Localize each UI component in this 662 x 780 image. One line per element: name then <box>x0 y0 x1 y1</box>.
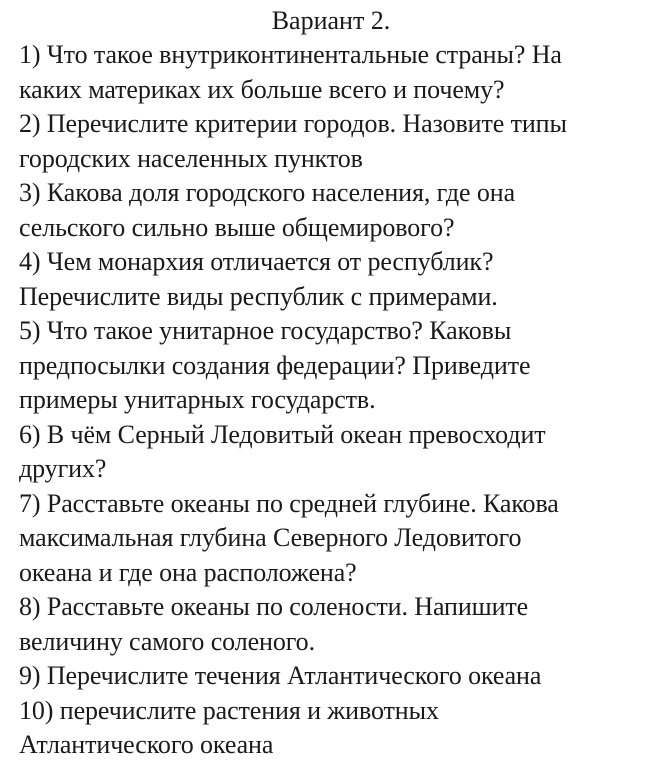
text-line: Перечислите виды республик с примерами. <box>19 281 498 311</box>
text-line: 9) Перечислите течения Атлантического океана <box>19 661 542 690</box>
text-line: 3) Какова доля городского населения, где она <box>19 178 516 207</box>
text-line: предпосылки создания федерации? Приведите <box>19 350 531 380</box>
text-line: Атлантического океана <box>19 730 274 759</box>
text-line: 10) перечислите растения и животных <box>19 695 439 725</box>
text-line: 4) Чем монархия отличается от республик? <box>19 247 494 276</box>
text-line: 5) Что такое унитарное государство? Каковы <box>19 316 512 345</box>
text-line: городских населенных пунктов <box>19 143 363 173</box>
text-line: 8) Расставьте океаны по солености. Напишите <box>19 592 529 621</box>
text-line: 6) В чём Серный Ледовитый океан превосходит <box>19 419 546 449</box>
text-line: сельского сильно выше общемирового? <box>19 212 455 242</box>
questions-text <box>19 38 659 763</box>
text-line: максимальная глубина Северного Ледовитого <box>19 523 522 552</box>
text-line: 7) Расставьте океаны по средней глубине. Какова <box>19 488 559 518</box>
text-line: величину самого соленого. <box>19 626 315 656</box>
text-line: других? <box>19 454 107 483</box>
text-line: примеры унитарных государств. <box>19 385 376 414</box>
variant-title: Вариант 2. <box>271 6 391 35</box>
text-line: 1) Что такое внутриконтинентальные страны? На <box>19 40 562 69</box>
text-line: 2) Перечислите критерии городов. Назовите типы <box>19 109 567 138</box>
text-line: океана и где она расположена? <box>19 557 357 587</box>
text-line: каких материках их больше всего и почему? <box>19 74 505 104</box>
